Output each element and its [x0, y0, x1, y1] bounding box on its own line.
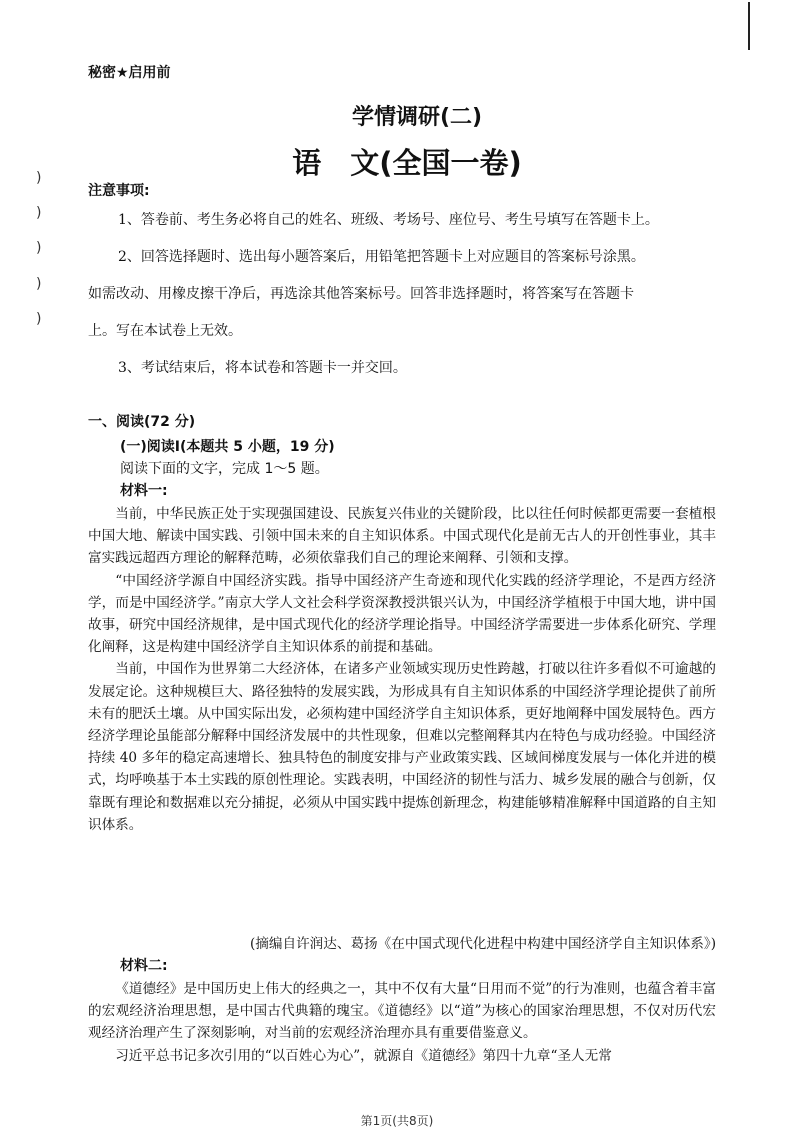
reading-instruction: 阅读下面的文字，完成 1～5 题。 — [120, 461, 329, 477]
notice-item: 3、考试结束后，将本试卷和答题卡一并交回。 — [118, 360, 407, 376]
material-2-label: 材料二: — [120, 958, 168, 974]
material-1-source: (摘编自许润达、葛扬《在中国式现代化进程中构建中国经济学自主知识体系》) — [250, 936, 716, 952]
paragraph: 当前，中华民族正处于实现强国建设、民族复兴伟业的关键阶段，比以往任何时候都更需要一套植根中国大地、解读中国实践、引领中国未来的自主知识体系。中国式现代化是前无古人的开创性事业，其丰富实践远超西方理论的解释范畴，必须依靠我们自己的理论来阐释、引领和支撑。 — [88, 506, 716, 567]
notice-list — [88, 202, 728, 387]
subject-title: 语 文(全国一卷) — [292, 146, 522, 180]
subsection-title: (一)阅读Ⅰ(本题共 5 小题，19 分) — [120, 439, 335, 455]
section-title: 一、阅读(72 分) — [88, 414, 196, 430]
paragraph: 习近平总书记多次引用的“以百姓心为心”，就源自《道德经》第四十九章“圣人无常 — [115, 1047, 612, 1064]
material-1-label: 材料一: — [120, 483, 168, 499]
exam-title: 学情调研(二) — [351, 105, 483, 130]
notice-heading: 注意事项: — [88, 183, 150, 199]
notice-item: 如需改动、用橡皮擦干净后，再选涂其他答案标号。回答非选择题时，将答案写在答题卡 — [88, 286, 634, 302]
notice-item: 上。写在本试卷上无效。 — [88, 323, 242, 339]
binding-mark: ) — [36, 276, 42, 292]
binding-mark: ) — [36, 205, 42, 221]
binding-mark: ) — [36, 240, 42, 256]
paragraph: 当前，中国作为世界第二大经济体，在诸多产业领域实现历史性跨越，打破以往许多看似不可逾越的发展定论。这种规模巨大、路径独特的发展实践，为形成具有自主知识体系的中国经济学理论提供了前所未有的肥沃土壤。从中国实际出发，必须构建中国经济学自主知识体系，更好地阐释中国发展特色。西方经济学理论虽能部分解释中国经济发展中的共性现象，但难以完整阐释其内在特色与成功经验。中国经济持续 40 多年的稳定高速增长、独具特色的制度安排与产业政策实践、区域间梯度发展与一体化并进的模式，均呼唤基于本土实践的原创性理论。实践表明，中国经济的韧性与活力、城乡发展的融合与创新，仅靠既有理论和数据难以充分捕捉，必须从中国实践中提炼创新理念，构建能够精准解释中国道路的自主知识体系。 — [88, 661, 716, 833]
paragraph: “中国经济学源自中国经济实践。指导中国经济产生奇迹和现代化实践的经济学理论，不是西方经济学，而是中国经济学。”南京大学人文社会科学资深教授洪银兴认为，中国经济学植根于中国大地，讲中国故事，研究中国经济规律，是中国式现代化的经济学理论指导。中国经济学需要进一步体系化研究、学理化阐释，这是构建中国经济学自主知识体系的前提和基础。 — [88, 572, 716, 656]
binding-mark: ) — [36, 311, 42, 327]
binding-mark: ) — [36, 170, 42, 186]
confidential-label: 秘密★启用前 — [88, 65, 171, 81]
material-1-text — [88, 503, 716, 836]
page-number: 第1页(共8页) — [360, 1114, 434, 1128]
paragraph: 《道德经》是中国历史上伟大的经典之一，其中不仅有大量“日用而不觉”的行为准则，也蕴含着丰富的宏观经济治理思想，是中国古代典籍的瑰宝。《道德经》以“道”为核心的国家治理思想，不仅对历代宏观经济治理产生了深刻影响，对当前的宏观经济治理亦具有重要借鉴意义。 — [88, 981, 716, 1042]
notice-item: 1、答卷前、考生务必将自己的姓名、班级、考场号、座位号、考生号填写在答题卡上。 — [118, 212, 659, 228]
material-2-text — [88, 978, 716, 1067]
notice-item: 2、回答选择题时、选出每小题答案后，用铅笔把答题卡上对应题目的答案标号涂黑。 — [118, 249, 645, 265]
binding-line — [748, 2, 750, 50]
